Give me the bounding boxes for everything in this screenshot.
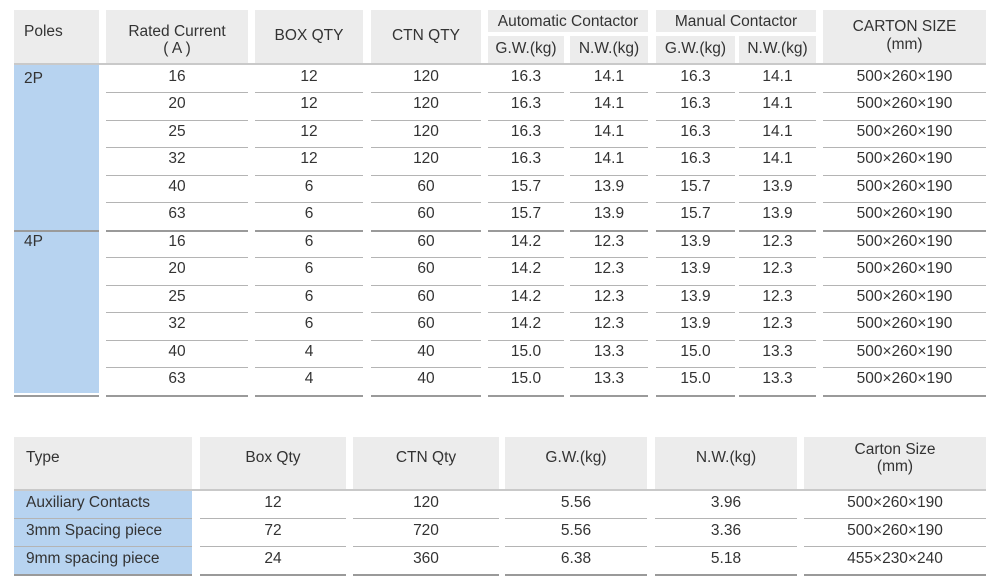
table-cell: 16.3 [510, 150, 542, 167]
header-ctn-qty: CTN Qty [395, 449, 457, 466]
table-cell: 500×260×190 [856, 150, 953, 167]
table-cell: 360 [413, 550, 439, 567]
pole-group-2p-cell [14, 65, 99, 228]
table-cell: 14.1 [593, 150, 625, 167]
table-cell: 13.9 [762, 177, 793, 195]
table-cell: 6 [304, 232, 314, 250]
table-cell: 120 [413, 67, 439, 85]
table-cell: 13.3 [593, 370, 625, 387]
table-cell: 14.1 [593, 95, 625, 112]
header-nw: N.W.(kg) [695, 449, 757, 466]
table-cell: 15.0 [510, 342, 542, 360]
table-cell: 12 [300, 95, 318, 112]
header-manual-contactor: Manual Contactor [674, 13, 798, 30]
table-cell: 4 [304, 370, 314, 387]
table-cell: 15.7 [680, 205, 711, 222]
header-auto-nw: N.W.(kg) [578, 40, 640, 57]
table-cell: 3.96 [710, 494, 742, 511]
header-ctn-qty: CTN QTY [391, 27, 461, 44]
table-cell: 5.56 [560, 522, 592, 539]
table-cell: 13.9 [680, 287, 711, 305]
table-cell: 15.0 [680, 342, 711, 360]
table-cell: 40 [168, 342, 186, 360]
header-rated-current: Rated Current [128, 23, 226, 40]
table-cell: 15.0 [680, 370, 711, 387]
type-label: 3mm Spacing piece [26, 522, 163, 539]
header-type: Type [26, 449, 60, 466]
table-cell: 500×260×190 [856, 95, 953, 112]
table-cell: 60 [417, 315, 435, 332]
table-cell: 13.3 [593, 342, 625, 360]
table-cell: 500×260×190 [856, 370, 953, 387]
header-box-qty: Box Qty [245, 449, 301, 466]
header-box-qty: BOX QTY [274, 27, 344, 44]
table-cell: 40 [417, 370, 435, 387]
header-carton-size-unit: (mm) [876, 458, 914, 475]
table-cell: 500×260×190 [856, 287, 953, 305]
header-gw: G.W.(kg) [545, 449, 607, 466]
table-cell: 32 [168, 315, 186, 332]
table-cell: 12 [264, 494, 282, 511]
table-cell: 40 [168, 177, 186, 195]
table-cell: 500×260×190 [847, 522, 943, 539]
table-cell: 13.9 [680, 315, 711, 332]
table-cell: 32 [168, 150, 186, 167]
table-cell: 500×260×190 [856, 232, 953, 250]
header-automatic-contactor: Automatic Contactor [497, 13, 639, 30]
table-cell: 14.1 [593, 67, 625, 85]
table-cell: 12.3 [762, 260, 793, 277]
type-label: Auxiliary Contacts [26, 494, 151, 511]
table-cell: 16.3 [680, 67, 711, 85]
table-cell: 120 [413, 95, 439, 112]
table-cell: 12.3 [593, 260, 625, 277]
table-cell: 14.1 [762, 67, 793, 85]
table-cell: 4 [304, 342, 314, 360]
table-cell: 14.1 [593, 122, 625, 140]
table-cell: 13.3 [762, 370, 793, 387]
table-cell: 12.3 [762, 232, 793, 250]
table-cell: 60 [417, 205, 435, 222]
header-carton-size-unit: (mm) [886, 36, 923, 53]
table-cell: 40 [417, 342, 435, 360]
header-poles: Poles [24, 23, 63, 40]
table-cell: 13.9 [593, 205, 625, 222]
table-cell: 12 [300, 67, 318, 85]
table-cell: 14.2 [510, 315, 542, 332]
table-cell: 12.3 [762, 315, 793, 332]
table-cell: 16 [168, 67, 186, 85]
table-cell: 16.3 [510, 95, 542, 112]
table-cell: 12.3 [593, 315, 625, 332]
table-cell: 5.56 [560, 494, 592, 511]
header-auto-gw: G.W.(kg) [495, 40, 557, 57]
pole-group-4p-cell [14, 228, 99, 393]
table-cell: 5.18 [710, 550, 742, 567]
table-cell: 20 [168, 260, 186, 277]
table-cell: 500×260×190 [856, 205, 953, 222]
table-cell: 12.3 [762, 287, 793, 305]
table-cell: 15.7 [510, 177, 542, 195]
table-cell: 12.3 [593, 287, 625, 305]
table-cell: 12 [300, 122, 318, 140]
table-cell: 500×260×190 [856, 67, 953, 85]
table-cell: 500×260×190 [856, 260, 953, 277]
table-cell: 12 [300, 150, 318, 167]
table-cell: 13.9 [593, 177, 625, 195]
pole-group-label: 4P [24, 233, 43, 250]
table-cell: 720 [413, 522, 439, 539]
table-cell: 455×230×240 [847, 550, 943, 567]
table-cell: 63 [168, 205, 186, 222]
table-cell: 14.1 [762, 150, 793, 167]
table-cell: 6 [304, 260, 314, 277]
table-cell: 14.1 [762, 95, 793, 112]
table-cell: 6 [304, 315, 314, 332]
table-cell: 500×260×190 [856, 177, 953, 195]
table-cell: 15.7 [680, 177, 711, 195]
table-cell: 13.9 [680, 232, 711, 250]
table-cell: 500×260×190 [856, 342, 953, 360]
table-cell: 14.1 [762, 122, 793, 140]
table-cell: 3.36 [710, 522, 742, 539]
table-cell: 72 [264, 522, 282, 539]
table-cell: 16.3 [680, 95, 711, 112]
table-cell: 16 [168, 232, 186, 250]
header-carton-size: CARTON SIZE [852, 18, 957, 35]
table-cell: 60 [417, 287, 435, 305]
table-cell: 500×260×190 [847, 494, 943, 511]
table-cell: 16.3 [510, 122, 542, 140]
table-cell: 13.3 [762, 342, 793, 360]
table-cell: 25 [168, 122, 186, 140]
header-rated-current-unit: ( A ) [163, 40, 191, 57]
table-cell: 60 [417, 177, 435, 195]
table-cell: 16.3 [510, 67, 542, 85]
table-cell: 25 [168, 287, 186, 305]
header-manual-nw: N.W.(kg) [747, 40, 808, 57]
table-cell: 14.2 [510, 287, 542, 305]
table-cell: 12.3 [593, 232, 625, 250]
pole-group-label: 2P [24, 70, 43, 87]
table-cell: 6 [304, 287, 314, 305]
table-cell: 63 [168, 370, 186, 387]
table-cell: 13.9 [680, 260, 711, 277]
table-cell: 6.38 [560, 550, 592, 567]
table-cell: 14.2 [510, 260, 542, 277]
table-cell: 500×260×190 [856, 315, 953, 332]
table-cell: 15.0 [510, 370, 542, 387]
header-manual-gw: G.W.(kg) [664, 40, 727, 57]
table-cell: 13.9 [762, 205, 793, 222]
table-cell: 120 [413, 150, 439, 167]
table-cell: 20 [168, 95, 186, 112]
table-cell: 24 [264, 550, 282, 567]
table-cell: 6 [304, 177, 314, 195]
table-cell: 60 [417, 260, 435, 277]
table-cell: 60 [417, 232, 435, 250]
table-cell: 6 [304, 205, 314, 222]
table-cell: 16.3 [680, 150, 711, 167]
table-cell: 120 [413, 494, 439, 511]
table-cell: 16.3 [680, 122, 711, 140]
header-carton-size: Carton Size [854, 441, 936, 458]
table-cell: 14.2 [510, 232, 542, 250]
type-label: 9mm spacing piece [26, 550, 160, 567]
table-cell: 15.7 [510, 205, 542, 222]
table-cell: 120 [413, 122, 439, 140]
table-cell: 500×260×190 [856, 122, 953, 140]
